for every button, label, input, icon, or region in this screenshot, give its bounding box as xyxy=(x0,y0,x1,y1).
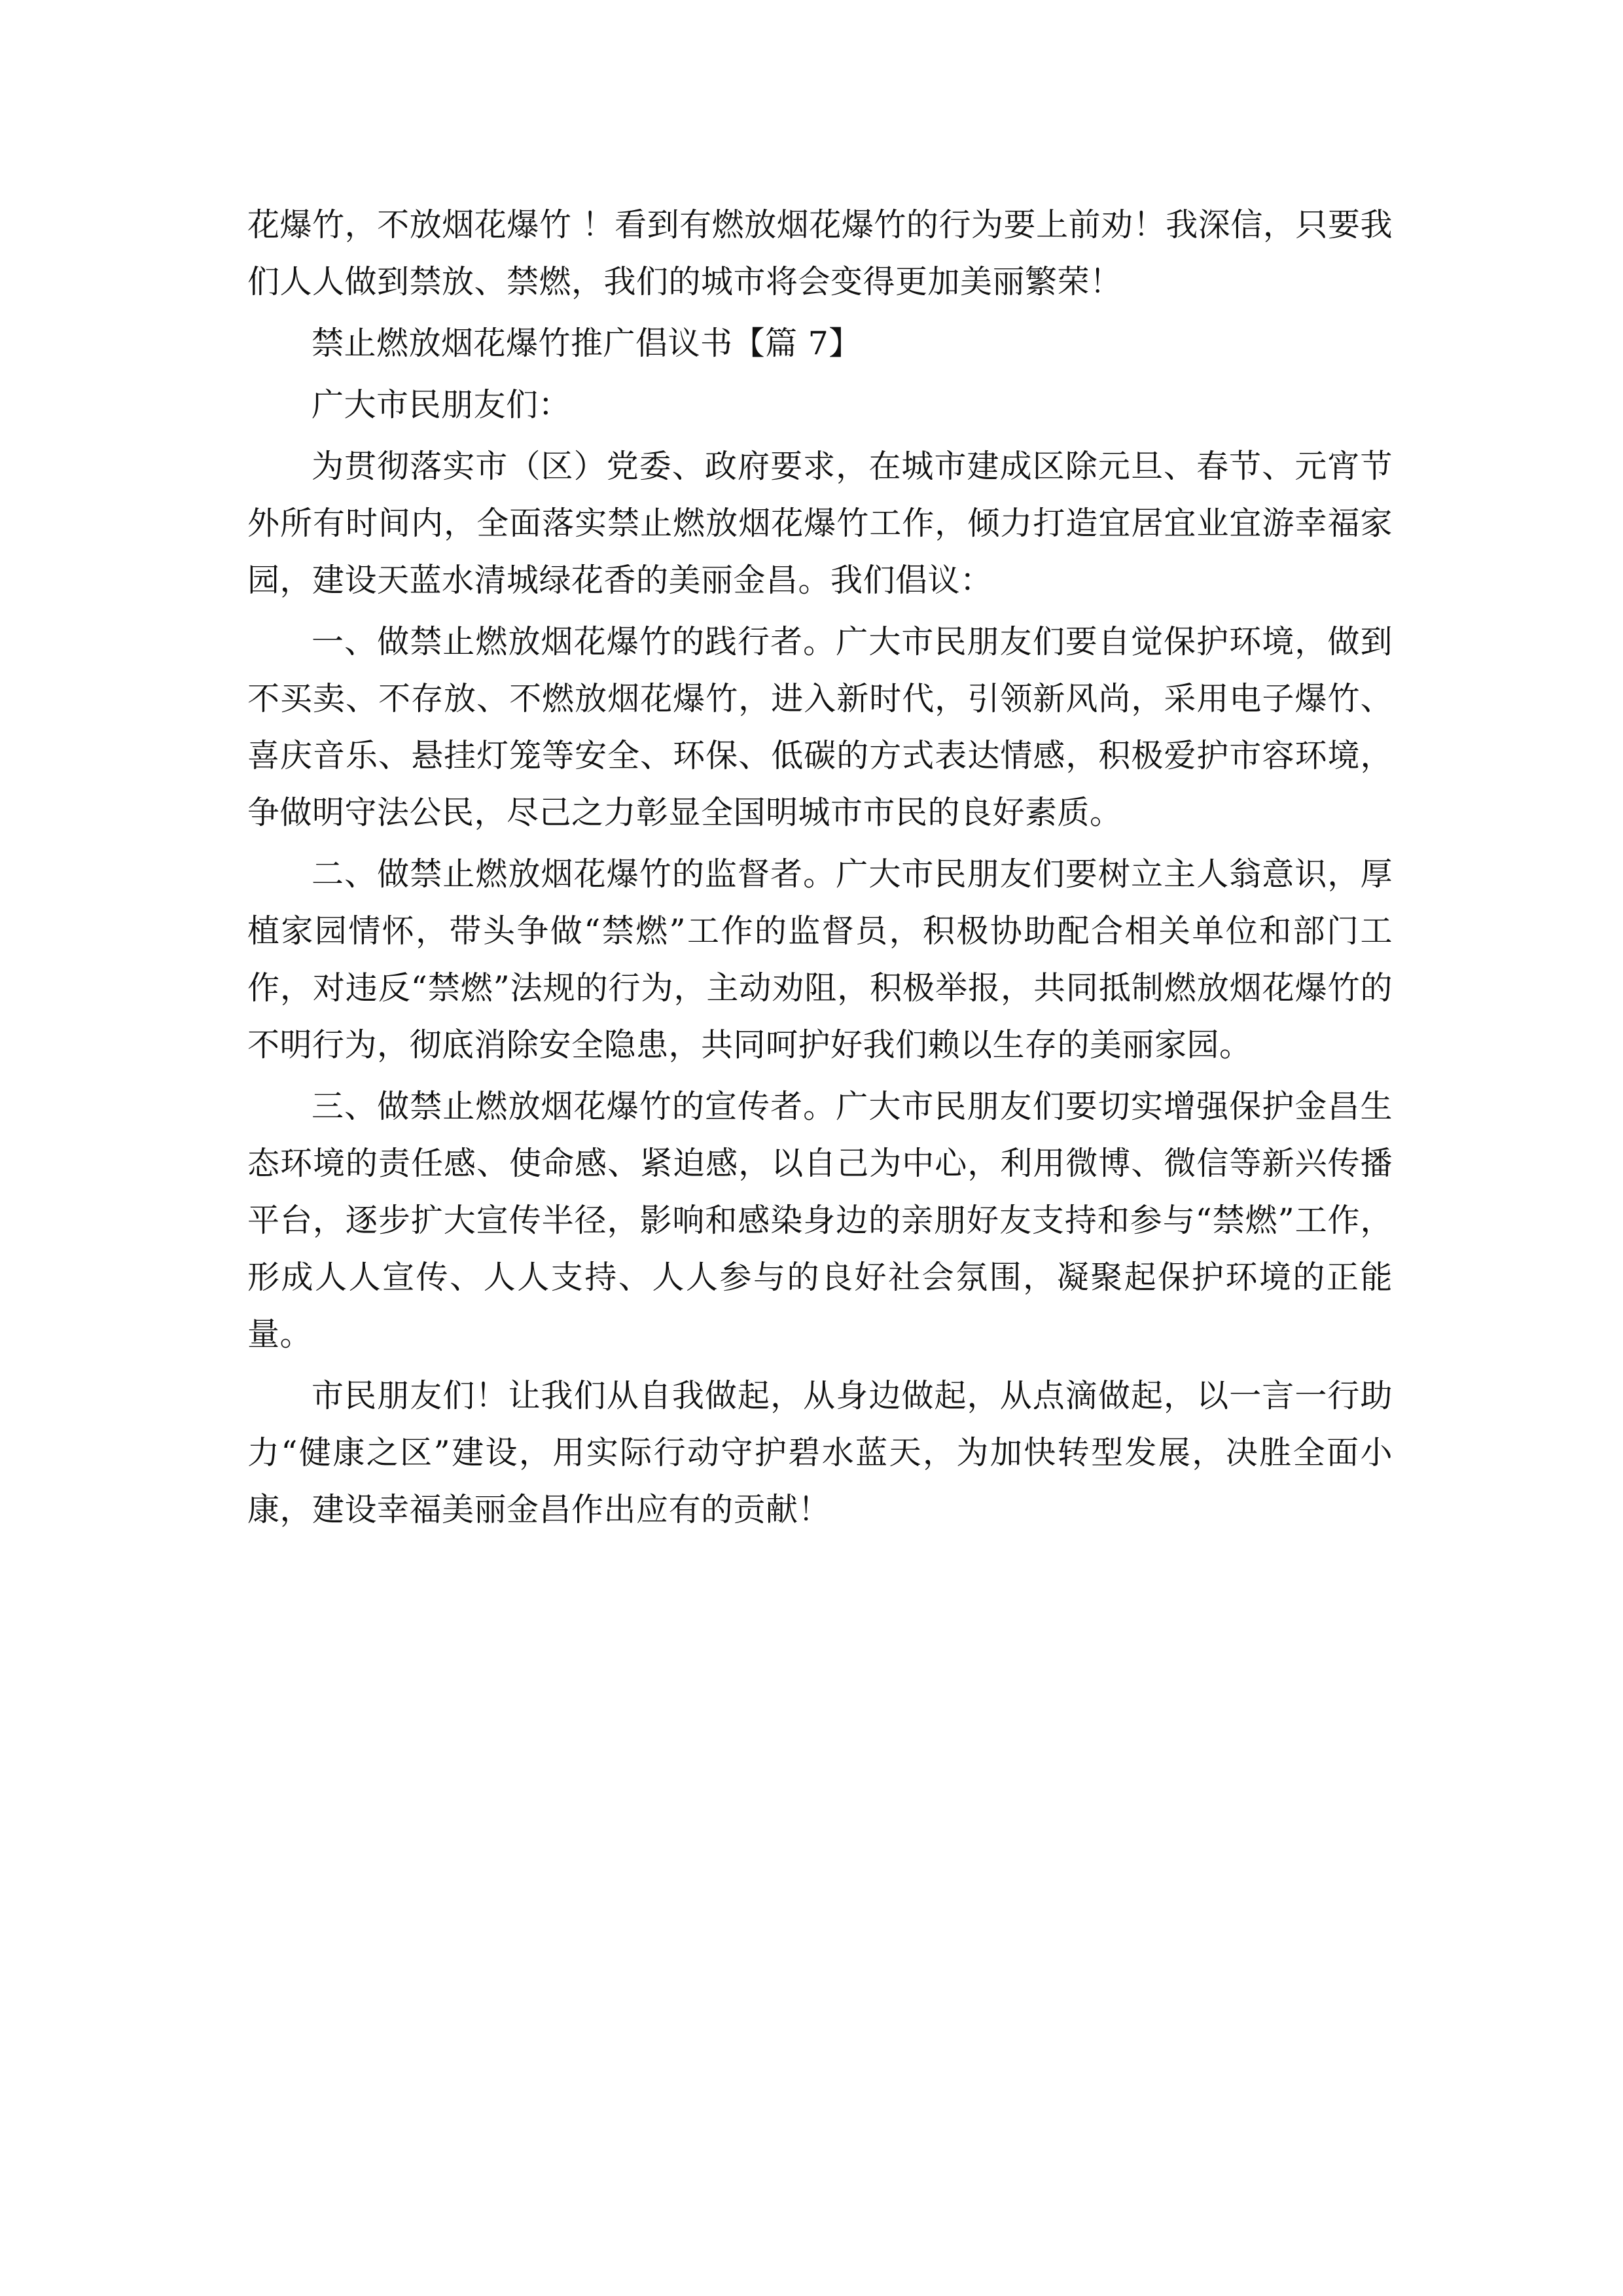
paragraph-continuation: 花爆竹，不放烟花爆竹 ！看到有燃放烟花爆竹的行为要上前劝！我深信，只要我们人人做到禁放、禁燃，我们的城市将会变得更加美丽繁荣！ xyxy=(247,206,1393,300)
section-heading: 禁止燃放烟花爆竹推广倡议书【篇 7】 xyxy=(312,325,861,362)
paragraph-closing: 市民朋友们！让我们从自我做起，从身边做起，从点滴做起，以一言一行助力“健康之区”建设，用实际行动守护碧水蓝天，为加快转型发展，决胜全面小康，建设幸福美丽金昌作出应有的贡献！ xyxy=(247,1377,1393,1528)
salutation: 广大市民朋友们： xyxy=(312,386,571,423)
document-page xyxy=(247,196,1393,1538)
paragraph-intro: 为贯彻落实市（区）党委、政府要求，在城市建成区除元旦、春节、元宵节外所有时间内，全面落实禁止燃放烟花爆竹工作，倾力打造宜居宜业宜游幸福家园，建设天蓝水清城绿花香的美丽金昌。我们倡议： xyxy=(247,448,1393,599)
paragraph-promoter: 三、做禁止燃放烟花爆竹的宣传者。广大市民朋友们要切实增强保护金昌生态环境的责任感、使命感、紧迫感，以自己为中心，利用微博、微信等新兴传播平台，逐步扩大宣传半径，影响和感染身边的亲朋好友支持和参与“禁燃”工作，形成人人宣传、人人支持、人人参与的良好社会氛围，凝聚起保护环境的正能量。 xyxy=(247,1088,1393,1353)
paragraph-supervisor: 二、做禁止燃放烟花爆竹的监督者。广大市民朋友们要树立主人翁意识，厚植家园情怀，带头争做“禁燃”工作的监督员，积极协助配合相关单位和部门工作，对违反“禁燃”法规的行为，主动劝阻，积极举报，共同抵制燃放烟花爆竹的不明行为，彻底消除安全隐患，共同呵护好我们赖以生存的美丽家园。 xyxy=(247,855,1393,1064)
paragraph-practitioner: 一、做禁止燃放烟花爆竹的践行者。广大市民朋友们要自觉保护环境，做到不买卖、不存放、不燃放烟花爆竹，进入新时代，引领新风尚，采用电子爆竹、喜庆音乐、悬挂灯笼等安全、环保、低碳的方式表达情感，积极爱护市容环境，争做明守法公民，尽己之力彰显全国明城市市民的良好素质。 xyxy=(247,623,1393,831)
